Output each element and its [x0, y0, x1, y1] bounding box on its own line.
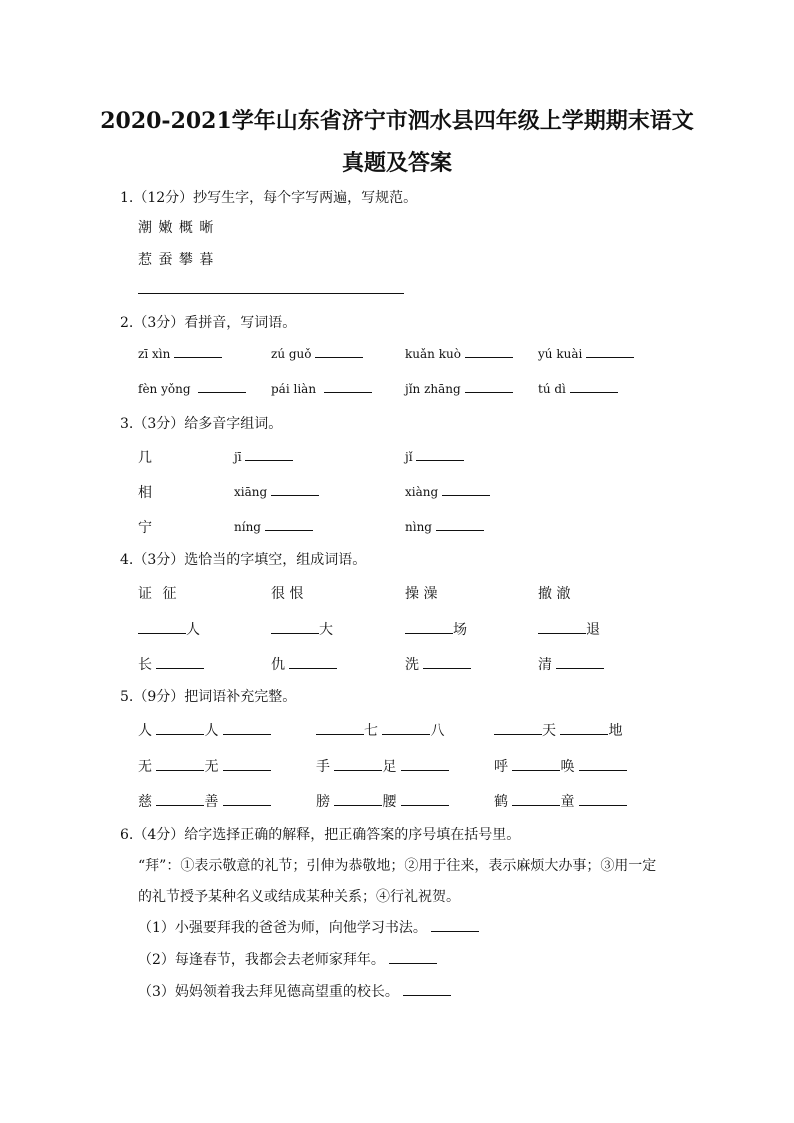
- q2-pinyin: yú kuài: [538, 347, 583, 361]
- q2-item: [405, 347, 513, 361]
- q3-option: [234, 450, 293, 464]
- q4-char: 长: [138, 657, 152, 673]
- q4-fill: [538, 654, 604, 674]
- q3-char: 相: [138, 485, 152, 501]
- q3-pinyin: xiāng: [234, 485, 268, 499]
- q4-fill: [271, 654, 337, 674]
- q5-idiom: [316, 791, 449, 811]
- q4-blank[interactable]: [423, 668, 471, 669]
- q4-blank[interactable]: [271, 633, 319, 634]
- q2-item: [538, 347, 634, 361]
- q5-char: 善: [204, 794, 219, 810]
- q5-blank[interactable]: [560, 734, 608, 735]
- q5-blank[interactable]: [156, 805, 204, 806]
- q1-answer-line: [138, 293, 404, 294]
- q2-item: [405, 382, 513, 396]
- q3-option: [405, 520, 484, 534]
- q4-char: 洗: [405, 657, 419, 673]
- q5-char: 人: [204, 723, 219, 739]
- q4-char: 退: [586, 622, 600, 638]
- q4-char: 清: [538, 657, 552, 673]
- q4-pair: 操 澡: [405, 586, 438, 602]
- q3-pinyin: xiàng: [405, 485, 439, 499]
- q4-blank[interactable]: [556, 668, 604, 669]
- q4-pair: 证 征: [138, 586, 180, 602]
- q5-blank[interactable]: [334, 805, 382, 806]
- q3-option: [405, 450, 464, 464]
- q5-blank[interactable]: [579, 805, 627, 806]
- q4-fill: [138, 619, 200, 639]
- q3-blank[interactable]: [416, 460, 464, 461]
- q5-blank[interactable]: [401, 770, 449, 771]
- q5-char: 童: [560, 794, 575, 810]
- q5-char: 腰: [382, 794, 397, 810]
- question-6-header: 6.（4分）给字选择正确的解释，把正确答案的序号填在括号里。: [120, 827, 521, 843]
- q5-idiom: [138, 791, 271, 811]
- q5-blank[interactable]: [512, 770, 560, 771]
- q2-pinyin: pái liàn: [271, 382, 317, 396]
- q4-fill: [138, 654, 204, 674]
- q5-blank[interactable]: [512, 805, 560, 806]
- q3-option: [405, 485, 490, 499]
- q6-definition-line1: “拜”：①表示敬意的礼节；引伸为恭敬地；②用于往来，表示麻烦大办事；③用一定: [138, 858, 657, 874]
- q3-option: [234, 485, 319, 499]
- q1-chars-row1: 潮 嫩 概 晰: [138, 220, 215, 236]
- q6-sentence-text: （2）每逢春节，我都会去老师家拜年。: [138, 952, 385, 968]
- q5-blank[interactable]: [494, 734, 542, 735]
- q5-blank[interactable]: [316, 734, 364, 735]
- q4-fill: [405, 619, 467, 639]
- q2-pinyin: fèn yǒng: [138, 382, 191, 396]
- question-5-header: 5.（9分）把词语补充完整。: [120, 689, 297, 705]
- q6-sentence: [138, 917, 479, 937]
- q5-char: 呼: [494, 759, 508, 775]
- q5-idiom: [138, 720, 271, 740]
- q3-blank[interactable]: [271, 495, 319, 496]
- q5-idiom: [494, 756, 627, 776]
- q2-item: [271, 382, 372, 396]
- q5-char: 手: [316, 759, 330, 775]
- q5-idiom: [494, 791, 627, 811]
- q5-blank[interactable]: [223, 770, 271, 771]
- q5-blank[interactable]: [223, 805, 271, 806]
- q6-blank[interactable]: [389, 963, 437, 964]
- q4-char: 人: [186, 622, 200, 638]
- question-4-header: 4.（3分）选恰当的字填空，组成词语。: [120, 552, 367, 568]
- q2-blank[interactable]: [174, 357, 222, 358]
- q3-char: 宁: [138, 520, 152, 536]
- q2-pinyin: jǐn zhāng: [405, 382, 461, 396]
- q5-char: 慈: [138, 794, 152, 810]
- q5-char: 唤: [560, 759, 575, 775]
- q4-blank[interactable]: [538, 633, 586, 634]
- q4-blank[interactable]: [156, 668, 204, 669]
- q2-item: [538, 382, 618, 396]
- q4-char: 场: [453, 622, 467, 638]
- q5-char: 无: [138, 759, 152, 775]
- q2-pinyin: zú guǒ: [271, 347, 312, 361]
- q3-char: 几: [138, 450, 152, 466]
- q5-idiom: [494, 720, 622, 740]
- q4-pair: 撤 澈: [538, 586, 571, 602]
- q5-blank[interactable]: [156, 770, 204, 771]
- q2-blank[interactable]: [570, 392, 618, 393]
- q6-blank[interactable]: [431, 931, 479, 932]
- q3-pinyin: nìng: [405, 520, 432, 534]
- q4-fill: [405, 654, 471, 674]
- q6-sentence: [138, 949, 437, 969]
- q2-blank[interactable]: [465, 357, 513, 358]
- q2-pinyin: zī xìn: [138, 347, 171, 361]
- q5-blank[interactable]: [579, 770, 627, 771]
- q4-char: 仇: [271, 657, 285, 673]
- question-3-header: 3.（3分）给多音字组词。: [120, 416, 283, 432]
- q4-pair: 很 恨: [271, 586, 304, 602]
- q2-blank[interactable]: [465, 392, 513, 393]
- q2-item: [271, 347, 363, 361]
- q2-item: [138, 382, 246, 396]
- q5-idiom: [316, 756, 449, 776]
- q5-blank[interactable]: [401, 805, 449, 806]
- q3-option: [234, 520, 313, 534]
- q5-blank[interactable]: [156, 734, 204, 735]
- question-1-header: 1.（12分）抄写生字，每个字写两遍，写规范。: [120, 190, 418, 206]
- q5-idiom: [316, 720, 444, 740]
- q2-blank[interactable]: [198, 392, 246, 393]
- q4-char: 大: [319, 622, 333, 638]
- q5-blank[interactable]: [334, 770, 382, 771]
- q3-blank[interactable]: [245, 460, 293, 461]
- q2-item: [138, 347, 222, 361]
- q2-blank[interactable]: [586, 357, 634, 358]
- q4-fill: [271, 619, 333, 639]
- q4-fill: [538, 619, 600, 639]
- q5-char: 人: [138, 723, 152, 739]
- q4-blank[interactable]: [289, 668, 337, 669]
- question-2-header: 2.（3分）看拼音，写词语。: [120, 315, 297, 331]
- q5-char: 足: [382, 759, 397, 775]
- q5-char: 地: [608, 723, 623, 739]
- q3-pinyin: jī: [234, 450, 242, 464]
- q3-blank[interactable]: [442, 495, 490, 496]
- page-title-line2: 真题及答案: [341, 150, 452, 176]
- q2-blank[interactable]: [324, 392, 372, 393]
- q5-char: 鹤: [494, 794, 508, 810]
- q6-blank[interactable]: [403, 995, 451, 996]
- q5-blank[interactable]: [223, 734, 271, 735]
- q5-blank[interactable]: [382, 734, 430, 735]
- page-title-line1: 2020-2021学年山东省济宁市泗水县四年级上学期期末语文: [100, 108, 694, 134]
- q5-char: 八: [430, 723, 445, 739]
- q5-char: 无: [204, 759, 219, 775]
- q6-sentence-text: （3）妈妈领着我去拜见德高望重的校长。: [138, 984, 399, 1000]
- q3-blank[interactable]: [436, 530, 484, 531]
- q5-char: 膀: [316, 794, 330, 810]
- q5-idiom: [138, 756, 271, 776]
- q2-pinyin: kuǎn kuò: [405, 347, 461, 361]
- q1-chars-row2: 惹 蚕 攀 暮: [138, 252, 215, 268]
- q6-sentence-text: （1）小强要拜我的爸爸为师，向他学习书法。: [138, 920, 427, 936]
- q3-pinyin: níng: [234, 520, 261, 534]
- q5-char: 七: [364, 723, 378, 739]
- q4-blank[interactable]: [405, 633, 453, 634]
- q6-definition-line2: 的礼节授予某种名义或结成某种关系；④行礼祝贺。: [138, 889, 460, 905]
- q2-blank[interactable]: [315, 357, 363, 358]
- q3-blank[interactable]: [265, 530, 313, 531]
- q6-sentence: [138, 981, 451, 1001]
- q5-char: 天: [542, 723, 556, 739]
- q2-pinyin: tú dì: [538, 382, 566, 396]
- q3-pinyin: jǐ: [405, 450, 413, 464]
- q4-blank[interactable]: [138, 633, 186, 634]
